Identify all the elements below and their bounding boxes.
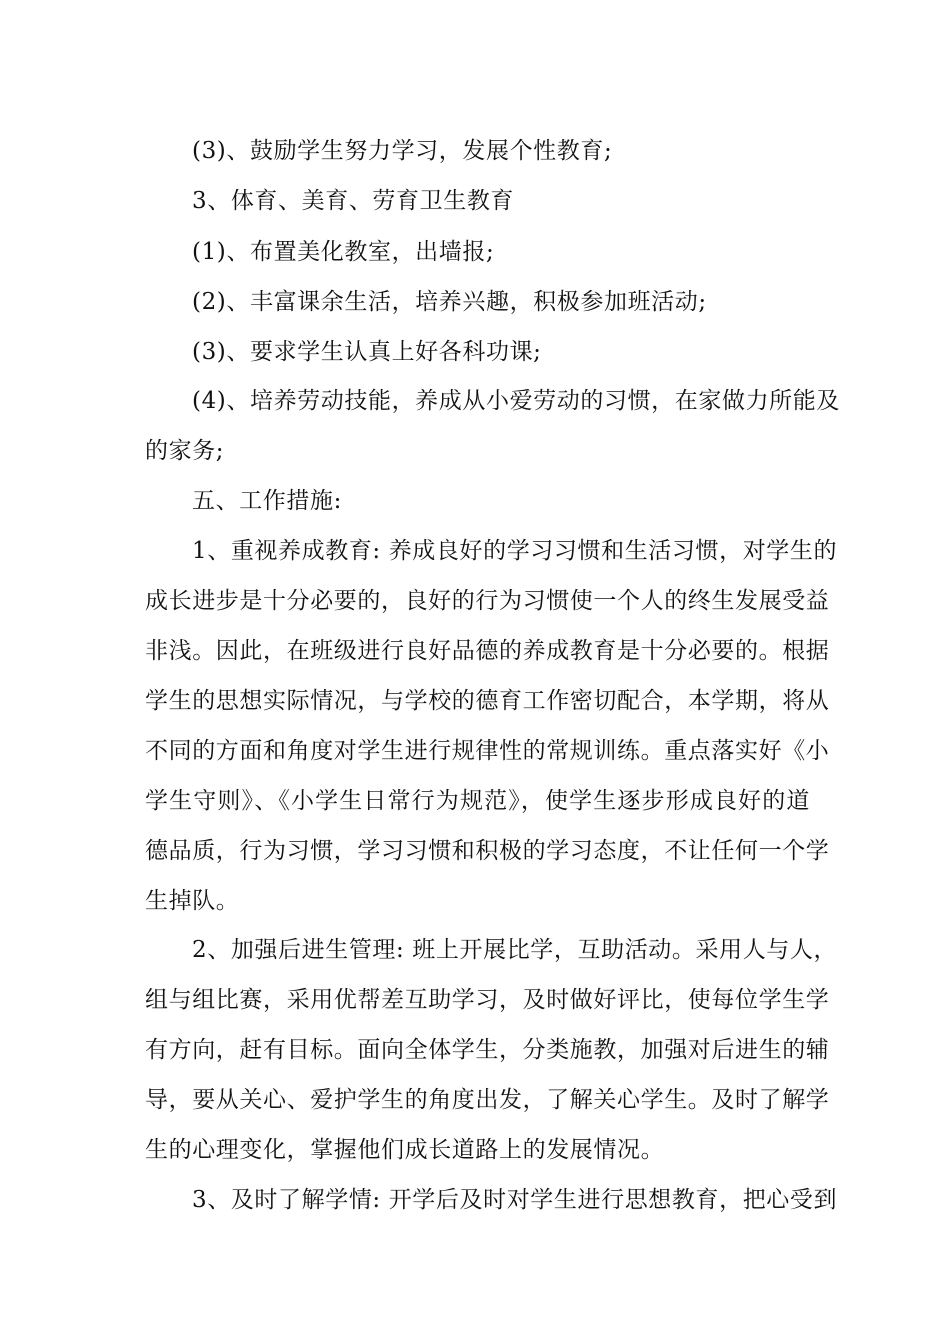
measure-3-line1: 3、及时了解学情: 开学后及时对学生进行思想教育，把心受到 <box>192 1187 838 1213</box>
section-3-heading: 3、体育、美育、劳育卫生教育 <box>192 188 515 214</box>
item-pe-3: (3)、要求学生认真上好各科功课; <box>192 339 542 365</box>
measure-2-line1: 2、加强后进生管理: 班上开展比学，互助活动。采用人与人， <box>192 937 838 963</box>
measure-1-line6: 学生守则》、《小学生日常行为规范》，使学生逐步形成良好的道 <box>145 788 810 814</box>
measure-2-line2: 组与组比赛，采用优帮差互助学习，及时做好评比，使每位学生学 <box>145 987 830 1013</box>
section-5-heading: 五、工作措施: <box>192 488 342 514</box>
item-pe-4-line1: (4)、培养劳动技能，养成从小爱劳动的习惯，在家做力所能及 <box>192 388 840 414</box>
measure-2-line5: 生的心理变化，掌握他们成长道路上的发展情况。 <box>145 1137 665 1163</box>
measure-1-line2: 成长进步是十分必要的，良好的行为习惯使一个人的终生发展受益 <box>145 588 830 614</box>
measure-1-line7: 德品质，行为习惯，学习习惯和积极的学习态度，不让任何一个学 <box>145 838 830 864</box>
item-pe-2: (2)、丰富课余生活，培养兴趣，积极参加班活动; <box>192 289 707 315</box>
measure-1-line1: 1、重视养成教育: 养成良好的学习习惯和生活习惯，对学生的 <box>192 538 838 564</box>
item-pe-1: (1)、布置美化教室，出墙报; <box>192 239 495 265</box>
measure-2-line4: 导，要从关心、爱护学生的角度出发，了解关心学生。及时了解学 <box>145 1087 830 1113</box>
measure-2-line3: 有方向，赶有目标。面向全体学生，分类施教，加强对后进生的辅 <box>145 1037 830 1063</box>
measure-1-line8: 生掉队。 <box>145 888 240 914</box>
measure-1-line3: 非浅。因此，在班级进行良好品德的养成教育是十分必要的。根据 <box>145 638 830 664</box>
item-pe-4-line2: 的家务; <box>145 438 225 464</box>
measure-1-line5: 不同的方面和角度对学生进行规律性的常规训练。重点落实好《小 <box>145 738 830 764</box>
item-3-3: (3)、鼓励学生努力学习，发展个性教育; <box>192 138 613 164</box>
measure-1-line4: 学生的思想实际情况，与学校的德育工作密切配合，本学期，将从 <box>145 688 830 714</box>
